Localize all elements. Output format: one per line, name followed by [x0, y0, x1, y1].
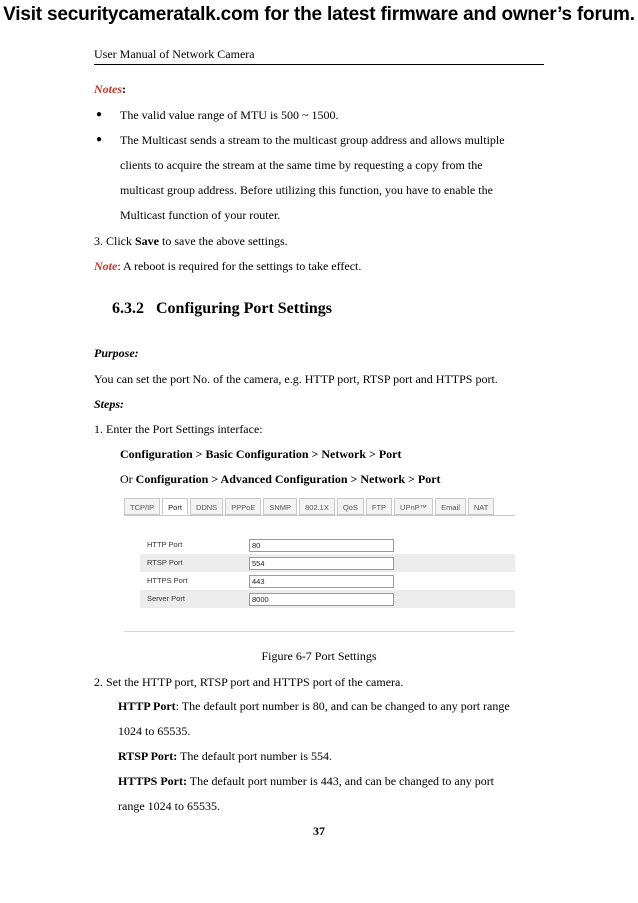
steps-label: Steps: [94, 397, 124, 411]
server-port-row [140, 590, 515, 608]
http-port-desc: : The default port number is 80, and can be changed to any port range [175, 699, 510, 713]
path-or: Or [120, 472, 136, 486]
reboot-note [94, 259, 361, 274]
section-heading [112, 300, 332, 318]
https-port-desc-line-1 [118, 774, 494, 789]
https-port-term: HTTPS Port: [118, 774, 187, 788]
server-port-input[interactable]: 8000 [249, 593, 394, 606]
tab-8021x[interactable]: 802.1X [299, 498, 335, 515]
bullet-2-line-1: The Multicast sends a stream to the multicast group address and allows multiple [120, 133, 505, 147]
server-port-label: Server Port [147, 594, 185, 603]
http-port-row [140, 536, 515, 554]
notes-heading [94, 82, 126, 97]
step-3-prefix: 3. Click [94, 234, 135, 248]
path-advanced: Configuration > Advanced Configuration > Network > Port [135, 472, 441, 486]
tab-ftp[interactable]: FTP [366, 498, 392, 515]
step-1: 1. Enter the Port Settings interface: [94, 422, 263, 436]
https-port-label: HTTPS Port [147, 576, 188, 585]
rtsp-port-term: RTSP Port: [118, 749, 178, 763]
http-port-label: HTTP Port [147, 540, 183, 549]
http-port-input[interactable]: 80 [249, 539, 394, 552]
https-port-desc: The default port number is 443, and can be changed to any port [187, 774, 495, 788]
tab-ddns[interactable]: DDNS [190, 498, 223, 515]
tab-tcpip[interactable]: TCP/IP [124, 498, 160, 515]
https-port-desc-line-2: range 1024 to 65535. [118, 799, 220, 813]
path-basic: Configuration > Basic Configuration > Network > Port [120, 447, 402, 461]
tab-snmp[interactable]: SNMP [263, 498, 297, 515]
http-port-desc-line-1 [118, 699, 510, 714]
step-3-suffix: to save the above settings. [159, 234, 288, 248]
tab-bar [124, 498, 496, 516]
https-port-row [140, 572, 515, 590]
notes-label: Notes [94, 82, 122, 96]
https-port-input[interactable]: 443 [249, 575, 394, 588]
figure-bottom-rule [124, 631, 515, 632]
tab-port[interactable]: Port [162, 498, 188, 515]
port-settings-figure [124, 498, 515, 633]
bullet-1-line-1: The valid value range of MTU is 500 ~ 1500. [120, 108, 339, 122]
tab-upnp[interactable]: UPnP™ [394, 498, 433, 515]
rtsp-port-desc [118, 749, 332, 764]
tab-email[interactable]: Email [435, 498, 466, 515]
bullet-2-line-2: clients to acquire the stream at the same time by requesting a copy from the [120, 158, 483, 172]
figure-caption: Figure 6-7 Port Settings [261, 649, 377, 663]
tab-nat[interactable]: NAT [468, 498, 494, 515]
step-3 [94, 234, 288, 249]
notes-colon: : [122, 82, 126, 96]
purpose-text: You can set the port No. of the camera, e.g. HTTP port, RTSP port and HTTPS port. [94, 372, 498, 386]
page-number: 37 [313, 824, 325, 838]
http-port-term: HTTP Port [118, 699, 176, 713]
rtsp-port-row [140, 554, 515, 572]
section-number: 6.3.2 [112, 300, 144, 317]
note-label: Note [94, 259, 118, 273]
http-port-desc-line-2: 1024 to 65535. [118, 724, 191, 738]
rtsp-port-text: The default port number is 554. [177, 749, 332, 763]
bullet-dot: ● [96, 134, 103, 145]
purpose-label: Purpose: [94, 346, 139, 360]
save-keyword: Save [135, 234, 159, 248]
tab-pppoe[interactable]: PPPoE [225, 498, 261, 515]
bullet-dot: ● [96, 109, 103, 120]
rtsp-port-label: RTSP Port [147, 558, 183, 567]
note-text: : A reboot is required for the settings to take effect. [117, 259, 362, 273]
section-title: Configuring Port Settings [156, 300, 332, 317]
banner: Visit securitycameratalk.com for the latest firmware and owner’s forum. [3, 4, 635, 25]
header-rule [94, 64, 544, 65]
rtsp-port-input[interactable]: 554 [249, 557, 394, 570]
bullet-2-line-4: Multicast function of your router. [120, 208, 281, 222]
path-advanced-line [120, 472, 441, 487]
tab-qos[interactable]: QoS [337, 498, 364, 515]
step-2: 2. Set the HTTP port, RTSP port and HTTPS port of the camera. [94, 675, 404, 689]
page-header: User Manual of Network Camera [94, 47, 255, 61]
bullet-2-line-3: multicast group address. Before utilizing this function, you have to enable the [120, 183, 493, 197]
